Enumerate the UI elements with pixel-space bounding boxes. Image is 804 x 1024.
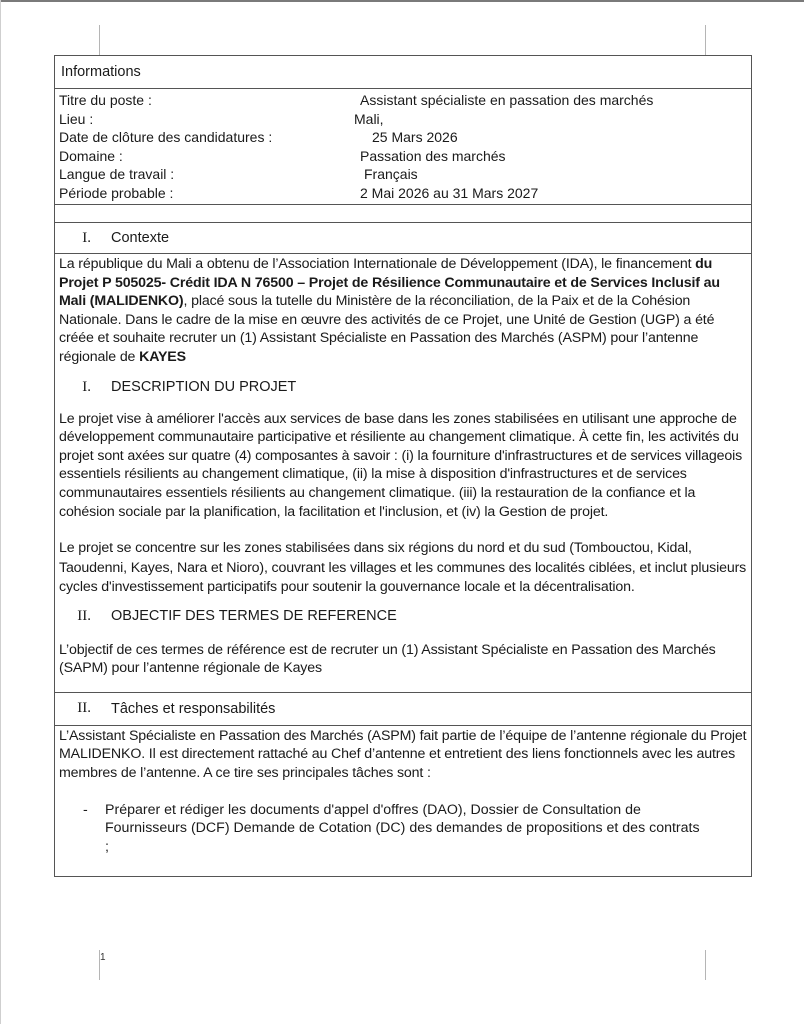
region-bold: KAYES <box>139 348 186 365</box>
info-value: 2 Mai 2026 au 31 Mars 2027 <box>360 184 539 201</box>
text-run: La république du Mali a obtenu de l’Association Internationale de Développement (IDA), le financement <box>59 256 696 272</box>
section-number: I. <box>82 378 91 395</box>
informations-title: Informations <box>61 64 141 80</box>
empty-row <box>55 205 751 223</box>
taches-intro: L’Assistant Spécialiste en Passation des Marchés (ASPM) fait partie de l’équipe de l’antenne régionale du Projet MALIDENKO. Il est directement rattaché au Chef d’antenne et entretient des liens fonctionnels avec les autres membres de l’antenne. A ce tire ses principales tâches sont : <box>59 727 747 781</box>
info-label: Titre du poste : <box>59 92 152 108</box>
section-title: Contexte <box>111 230 170 246</box>
section-number: I. <box>82 229 91 246</box>
section-taches-header <box>55 693 751 726</box>
page-top-edge <box>0 0 804 2</box>
section-title: Tâches et responsabilités <box>111 700 276 717</box>
info-label: Domaine : <box>59 147 123 164</box>
text-run: , placé sous la tutelle du Ministère de la réconciliation, de la Paix et de la Cohésion Nationale. Dans le cadre de la mise en œuvre des activités de ce Projet, une Unité de Gestion (UGP) a été créée et souhaite recruter un (1) Assistant Spécialiste en Passation des Marchés (ASPM) pour l’antenne régionale de <box>59 293 715 365</box>
info-row-periode <box>55 184 751 203</box>
crop-mark-top-left <box>99 25 100 55</box>
section-number: II. <box>77 700 91 717</box>
description-paragraph-1: Le projet vise à améliorer l'accès aux services de base dans les zones stabilisées en utilisant une approche de développement communautaire participative et résiliente au changement climatique. À cette fin, les activités du projet sont axées sur quatre (4) composantes à savoir : (i) la fourniture d'infrastructures et de services villageois essentiels résilients au changement climatique, (ii) la mise à disposition d'infrastructures et de services communautaires essentiels résilients au changement climatique. (iii) la restauration de la confiance et la cohésion sociale par la planification, la facilitation et l'inclusion, et (iv) la Gestion de projet. <box>59 410 743 520</box>
info-value: Français <box>364 166 418 182</box>
description-paragraph-2: Le projet se concentre sur les zones stabilisées dans six régions du nord et du sud (Tombouctou, Kidal, Taoudenni, Kayes, Nara et Nioro), couvrant les villages et les communes des localités ciblées, et inclut plusieurs cycles d'investissement participatifs pour soutenir la gouvernance locale et la décentralisation. <box>59 540 747 596</box>
section-title: OBJECTIF DES TERMES DE REFERENCE <box>111 608 397 625</box>
task-text: Préparer et rédiger les documents d'appel d'offres (DAO), Dossier de Consultation de Fournisseurs (DCF) Demande de Cotation (DC) des demandes de propositions et des contrats ; <box>105 801 700 855</box>
section-contexte-body <box>55 254 751 693</box>
crop-mark-bottom-right <box>705 950 706 980</box>
informations-header <box>55 56 751 89</box>
page-number: 1 <box>100 952 106 963</box>
section-title: DESCRIPTION DU PROJET <box>111 379 297 396</box>
section-objectif-header <box>55 608 751 625</box>
bullet-dash: - <box>83 801 88 818</box>
informations-details <box>55 89 751 205</box>
terms-of-reference-table <box>54 55 752 877</box>
contexte-paragraph <box>55 255 751 367</box>
task-list-item <box>55 801 751 857</box>
objectif-paragraph: L’objectif de ces termes de référence est de recruter un (1) Assistant Spécialiste en Passation des Marchés (SAPM) pour l’antenne régionale de Kayes <box>59 641 716 677</box>
info-row-date-cloture <box>55 128 751 147</box>
section-contexte-header <box>55 223 751 254</box>
section-description-header <box>55 379 751 396</box>
info-row-langue <box>55 165 751 184</box>
page-left-edge <box>0 0 1 1024</box>
paragraph-gap <box>55 521 751 539</box>
section-taches-body <box>55 726 751 877</box>
info-value: Assistant spécialiste en passation des marchés <box>360 92 654 108</box>
info-row-lieu <box>55 110 751 129</box>
info-value: Passation des marchés <box>360 147 506 164</box>
info-label: Langue de travail : <box>59 166 175 182</box>
info-label: Lieu : <box>59 110 94 127</box>
info-row-domaine <box>55 147 751 166</box>
info-label: Date de clôture des candidatures : <box>59 129 273 145</box>
info-value: 25 Mars 2026 <box>372 129 458 145</box>
info-label: Période probable : <box>59 184 174 201</box>
crop-mark-top-right <box>705 25 706 55</box>
info-row-titre <box>55 91 751 110</box>
project-name-bold: du Projet P 505025- Crédit IDA N 76500 – Projet de Résilience Communautaire et de Services Inclusif au Mali (MALIDENKO) <box>59 256 720 310</box>
info-value: Mali, <box>354 110 384 127</box>
section-number: II. <box>77 607 91 624</box>
